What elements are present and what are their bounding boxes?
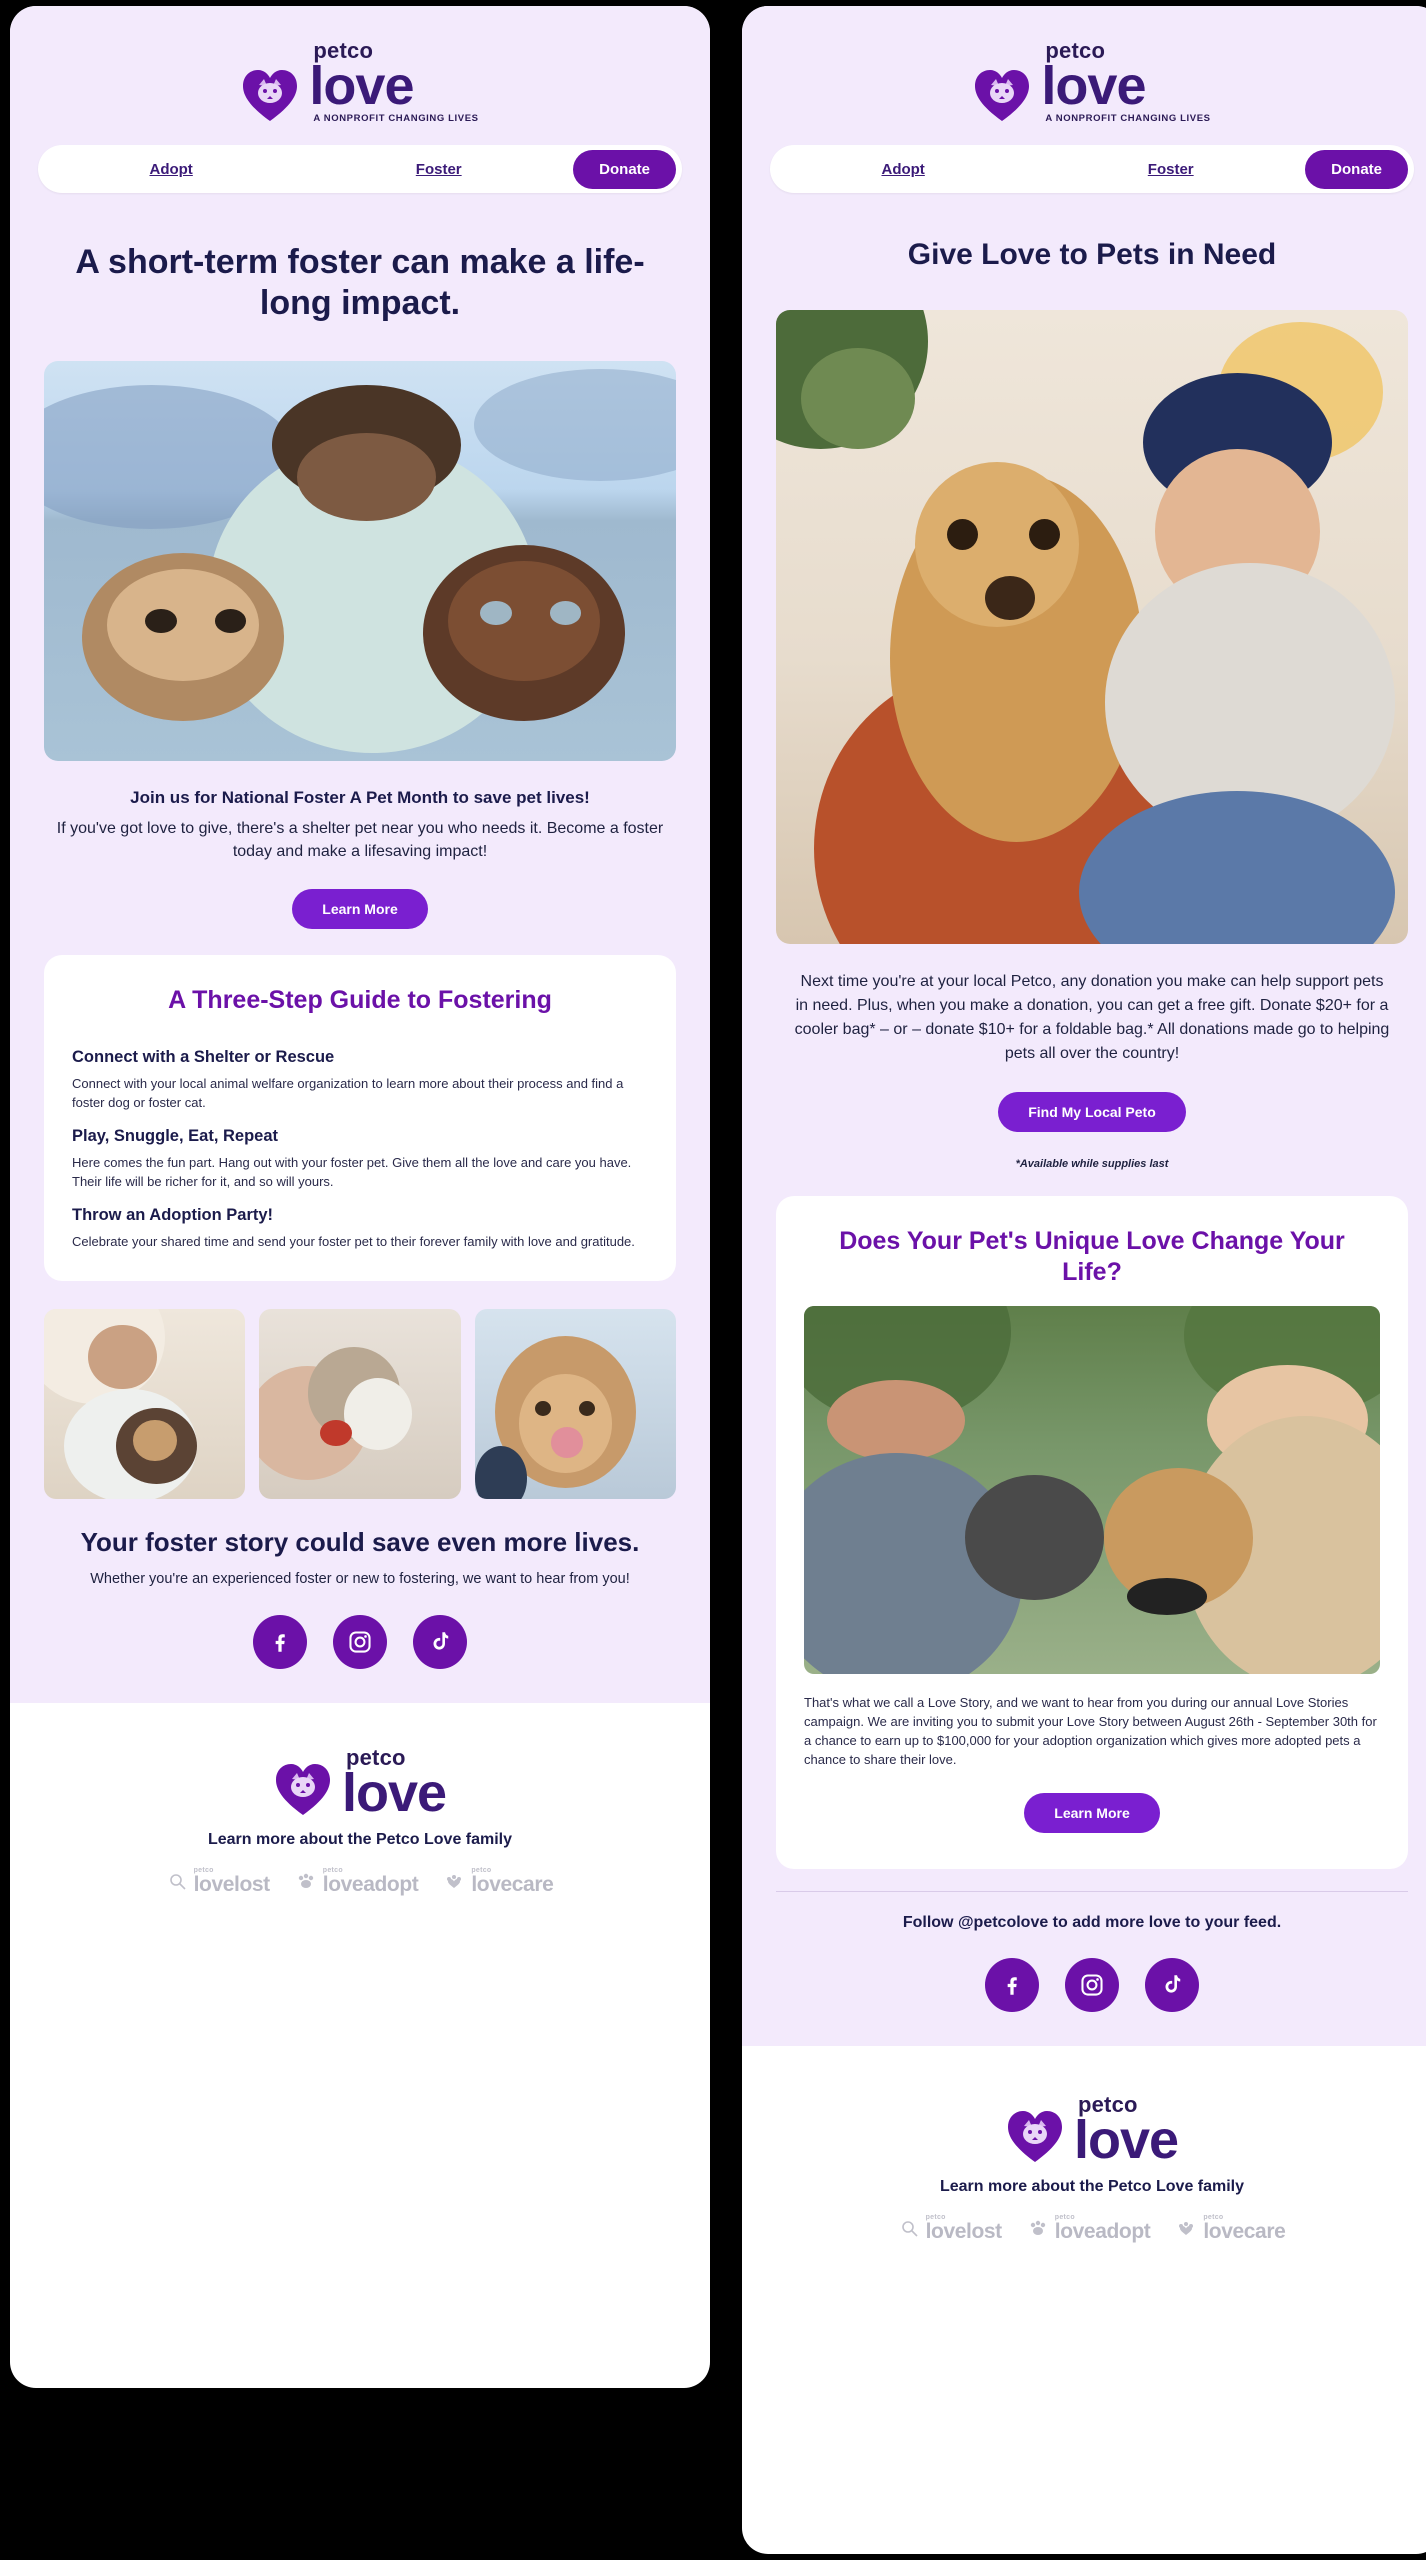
family-logo-main-a: love — [471, 1873, 512, 1897]
left-body-text: If you've got love to give, there's a shelter pet near you who needs it. Become a foster today and make a lifesaving impact! — [56, 819, 664, 860]
logo-love-word: love — [341, 1763, 447, 1824]
nav-link-foster[interactable]: Foster — [1147, 160, 1194, 178]
learn-more-button[interactable]: Learn More — [292, 889, 427, 929]
logo-love-word: love — [1041, 56, 1146, 116]
instagram-icon[interactable] — [333, 1615, 387, 1669]
left-email-body — [10, 6, 710, 1703]
facebook-icon[interactable] — [253, 1615, 307, 1669]
fostering-guide-card — [44, 955, 676, 1281]
family-logo-main-a: love — [193, 1873, 235, 1897]
guide-step — [72, 1206, 648, 1252]
guide-step-text: Here comes the fun part. Hang out with your foster pet. Give them all the love and care you have. Their life will be richer for it, and so will yours. — [72, 1154, 632, 1189]
follow-text: Follow @petcolove to add more love to your feed. — [902, 1914, 1282, 1932]
right-cta-wrap — [742, 1066, 1426, 1158]
love-story-body: That's what we call a Love Story, and we want to hear from you during our annual Love Stories campaign. We are inviting you to submit your Love Story between August 26th - September 30th for a chance to earn up to $100,000 for your adoption organization which gives more adopted pets a chance to share their love. — [804, 1695, 1377, 1767]
left-email-panel — [10, 6, 710, 2388]
footer-right — [742, 2046, 1426, 2278]
guide-step — [72, 1048, 648, 1113]
footer-note: Learn more about the Petco Love family — [939, 2178, 1245, 2196]
family-logo-top: petco — [322, 1867, 343, 1875]
love-adopt-logo[interactable] — [296, 1867, 419, 1895]
email-nav-bar — [770, 145, 1414, 193]
social-links-left — [10, 1589, 710, 1703]
heart-dog-icon — [973, 67, 1031, 123]
guide-step-heading: Play, Snuggle, Eat, Repeat — [72, 1126, 279, 1145]
nav-link-foster[interactable]: Foster — [415, 160, 462, 178]
love-story-card — [776, 1196, 1408, 1870]
left-cta-wrap — [10, 863, 710, 955]
family-logo-main-b: care — [1243, 2220, 1286, 2244]
donate-button[interactable]: Donate — [573, 150, 676, 189]
footer-logo[interactable] — [10, 1729, 710, 1827]
guide-step-text: Celebrate your shared time and send your foster pet to their forever family with love and gratitude. — [72, 1233, 635, 1249]
nav-link-adopt[interactable]: Adopt — [881, 160, 925, 178]
love-care-logo[interactable] — [1176, 2214, 1285, 2242]
love-story-title: Does Your Pet's Unique Love Change Your Life? — [839, 1226, 1345, 1286]
petco-love-logo[interactable] — [742, 6, 1426, 145]
page-title: Give Love to Pets in Need — [907, 238, 1277, 272]
logo-petco-word: petco — [313, 38, 374, 63]
paws-icon — [1028, 2219, 1050, 2237]
family-logo-main-b: adopt — [1095, 2220, 1151, 2244]
magnifier-icon — [899, 2219, 921, 2237]
instagram-icon[interactable] — [1065, 1958, 1119, 2012]
tiktok-icon[interactable] — [1145, 1958, 1199, 2012]
strip-image-smiling-dog — [475, 1309, 676, 1499]
guide-title: A Three-Step Guide to Fostering — [168, 985, 552, 1014]
footer-note: Learn more about the Petco Love family — [207, 1831, 513, 1849]
love-story-cta-wrap — [804, 1769, 1380, 1839]
love-story-image — [804, 1306, 1380, 1674]
guide-step-text: Connect with your local animal welfare organization to learn more about their process and find a foster dog or foster cat. — [72, 1076, 624, 1111]
donate-button[interactable]: Donate — [1305, 150, 1408, 189]
family-logo-main-b: care — [511, 1873, 554, 1897]
family-logo-top: petco — [1203, 2214, 1224, 2222]
family-logo-main-b: lost — [234, 1873, 270, 1897]
family-logo-top: petco — [1054, 2214, 1075, 2222]
family-logo-main-a: love — [1203, 2220, 1244, 2244]
guide-step — [72, 1127, 648, 1192]
family-logo-top: petco — [193, 1867, 214, 1875]
logo-tagline: A NONPROFIT CHANGING LIVES — [313, 112, 479, 124]
heart-dog-icon — [1006, 2108, 1064, 2164]
nav-link-adopt[interactable]: Adopt — [149, 160, 193, 178]
tiktok-icon[interactable] — [413, 1615, 467, 1669]
love-lost-logo[interactable] — [167, 1867, 270, 1895]
heart-dog-icon — [274, 1761, 332, 1817]
logo-petco-word: petco — [1077, 2092, 1138, 2118]
find-local-petco-button[interactable]: Find My Local Peto — [998, 1092, 1186, 1132]
right-email-panel — [742, 6, 1426, 2554]
heart-dog-icon — [241, 67, 299, 123]
family-logo-top: petco — [471, 1867, 492, 1875]
family-logo-main-a: love — [925, 2220, 967, 2244]
facebook-icon[interactable] — [985, 1958, 1039, 2012]
foster-story-body: Whether you're an experienced foster or new to fostering, we want to hear from you! — [90, 1571, 630, 1588]
love-story-learn-more-button[interactable]: Learn More — [1024, 1793, 1159, 1833]
guide-step-heading: Throw an Adoption Party! — [72, 1205, 274, 1224]
footer-left — [10, 1703, 710, 1931]
email-nav-bar — [38, 145, 682, 193]
guide-step-heading: Connect with a Shelter or Rescue — [72, 1048, 335, 1067]
right-body-text: Next time you're at your local Petco, any donation you make can help support pets in need. Plus, when you make a donation, you can get a free gift. Donate $20+ for a cooler bag* – or – donate $10+ for a foldable bag.* All donations made go to helping pets all over the country! — [794, 972, 1390, 1062]
petco-love-family-logos — [10, 1867, 710, 1901]
logo-petco-word: petco — [345, 1745, 406, 1771]
logo-petco-word: petco — [1045, 38, 1106, 63]
logo-love-word: love — [309, 56, 414, 116]
strip-image-man-with-puppy — [44, 1309, 245, 1499]
family-logo-main-b: adopt — [363, 1873, 419, 1897]
strip-image-kitten-feeding — [259, 1309, 460, 1499]
photo-strip — [44, 1309, 676, 1499]
right-email-body — [742, 6, 1426, 2046]
family-logo-main-b: lost — [966, 2220, 1002, 2244]
magnifier-icon — [167, 1872, 189, 1890]
love-adopt-logo[interactable] — [1028, 2214, 1151, 2242]
family-logo-main-a: love — [1054, 2220, 1096, 2244]
love-lost-logo[interactable] — [899, 2214, 1002, 2242]
left-subheadline: Join us for National Foster A Pet Month to save pet lives! — [130, 787, 590, 807]
logo-love-word: love — [1073, 2110, 1179, 2171]
hero-image-puppies — [44, 361, 676, 761]
family-logo-top: petco — [925, 2214, 946, 2222]
paw-heart-icon — [1176, 2219, 1198, 2237]
footer-logo[interactable] — [742, 2072, 1426, 2174]
petco-love-family-logos — [742, 2214, 1426, 2248]
foster-story-heading: Your foster story could save even more lives. — [80, 1527, 640, 1558]
petco-love-logo[interactable] — [10, 6, 710, 145]
social-links-right — [742, 1932, 1426, 2046]
page-title: A short-term foster can make a life-long impact. — [75, 243, 645, 322]
love-care-logo[interactable] — [444, 1867, 553, 1895]
paws-icon — [296, 1872, 318, 1890]
hero-image-woman-and-dog — [776, 310, 1408, 944]
paw-heart-icon — [444, 1872, 466, 1890]
family-logo-main-a: love — [322, 1873, 364, 1897]
logo-tagline: A NONPROFIT CHANGING LIVES — [1045, 112, 1211, 124]
supplies-footnote: *Available while supplies last — [1015, 1157, 1169, 1170]
